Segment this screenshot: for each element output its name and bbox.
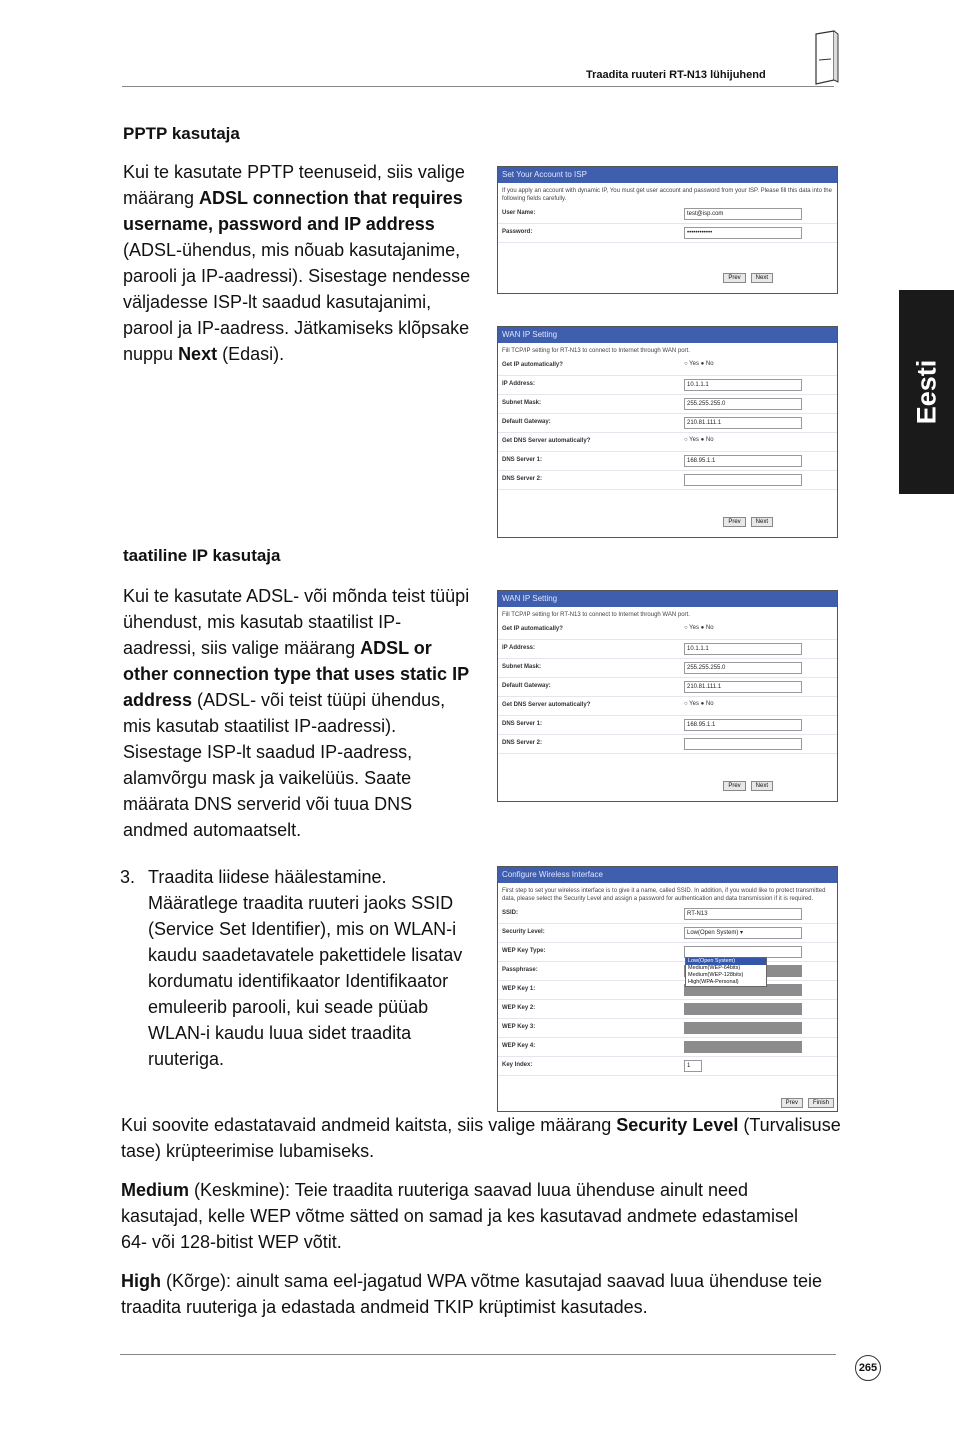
username-row: User Name: test@isp.com [498,205,837,224]
wan-ip-screenshot-static: WAN IP Setting Fill TCP/IP setting for RT-N13 to connect to Internet through WAN port. Get IP automatically? ○ Yes ● No IP Address: 10.1.1.1 Subnet Mask: 255.255.255.0 Default Gateway: 210.81.111.1 Get DNS Server automatically? ○ Yes ● No DNS Server 1: 168.95.1.1 DNS Server 2: Prev Next [497,590,838,802]
security-level-dropdown: Low(Open System) Medium(WEP-64bits) Medium(WEP-128bits) High(WPA-Personal) [685,957,767,987]
prev-button: Prev [723,273,745,283]
isp-account-screenshot: Set Your Account to ISP If you apply an account with dynamic IP, You must get user account and password from your ISP. Please fill this data into the following fields carefully. User Name: test@isp.com Password: •••••••••••• Prev Next [497,166,838,294]
high-paragraph: High (Kõrge): ainult sama eel-jagatud WPA võtme kasutajad saavad luua ühenduse teie traadita ruuteriga ja edastada andmeid TKIP krüptimist kasutades. [121,1271,823,1317]
password-row: Password: •••••••••••• [498,224,837,243]
step3-text: Traadita liidese häälestamine. Määratlege traadita ruuteri jaoks SSID (Service Set Identifier), mis on WLAN-i kaudu saadetavatele pakettidele lisatav kordumatu identifikaator Identifikaator emuleerib parooli, kui seade püüab WLAN-i kaudu luua sidet traadita ruuteriga. [148,867,463,1069]
static-ip-paragraph: Kui te kasutate ADSL- või mõnda teist tüüpi ühendust, mis kasutab staatilist IP-aadressi, siis valige määrang ADSL or other connection type that uses static IP address (ADSL- või teist tüüpi ühendus, mis kasutab staatilist IP-aadressi). Sisestage ISP-lt saadud IP-aadress, alamvõrgu mask ja vaikelüüs. Saate määrata DNS serverid või tuua DNS andmed automaatselt. [123,586,470,840]
security-paragraph: Kui soovite edastatavaid andmeid kaitsta, siis valige määrang Security Level (Turvalisuse tase) krüpteerimise lubamiseks. [121,1115,841,1161]
pptp-heading: PPTP kasutaja [123,124,240,143]
footer-rule [120,1354,836,1355]
medium-paragraph: Medium (Keskmine): Teie traadita ruuteriga saavad luua ühenduse ainult need kasutajad, kelle WEP võtme sätted on samad ja kes kasutavad andmete edastamisel 64- või 128-bitist WEP võtit. [121,1180,799,1252]
language-tab [899,290,954,494]
language-tab-label: Eesti [911,359,941,425]
wireless-interface-screenshot: Configure Wireless Interface First step to set your wireless interface is to give it a name, called SSID. In addition, if you would like to protect transmitted data, please select the Security Level and assign a password for authentication and data transmission if it is required. SSID: RT-N13 Security Level: Low(Open System) ▾ WEP Key Type: Passphrase: WEP Key 1: WEP Key 2: WEP Key 3: WEP Key 4: Key Index: 1 Low(Open System) Medium(WEP-64bits) Medium(WEP-128bits) High(WPA-Personal) Prev Finish [497,866,838,1112]
static-ip-heading: taatiline IP kasutaja [123,546,281,565]
header-title: Traadita ruuteri RT-N13 lühijuhend [586,69,766,81]
step-number: 3. [120,867,136,887]
pptp-paragraph: Kui te kasutate PPTP teenuseid, siis valige määrang ADSL connection that requires username, password and IP address (ADSL-ühendus, mis nõuab kasutajanime, parooli ja IP-aadressi). Sisestage nendesse väljadesse ISP-lt saadud kasutajanimi, parool ja IP-aadress. Jätkamiseks klõpsake nuppu Next (Edasi). [123,162,471,364]
router-icon [810,30,840,86]
next-button: Next [751,273,773,283]
page-number: 265 [855,1355,881,1381]
wan-ip-screenshot-pptp: WAN IP Setting Fill TCP/IP setting for RT-N13 to connect to Internet through WAN port. Get IP automatically? ○ Yes ● No IP Address: 10.1.1.1 Subnet Mask: 255.255.255.0 Default Gateway: 210.81.111.1 Get DNS Server automatically? ○ Yes ● No DNS Server 1: 168.95.1.1 DNS Server 2: Prev Next [497,326,838,538]
header-rule [122,86,834,87]
screenshot-title: Set Your Account to ISP [498,167,837,183]
